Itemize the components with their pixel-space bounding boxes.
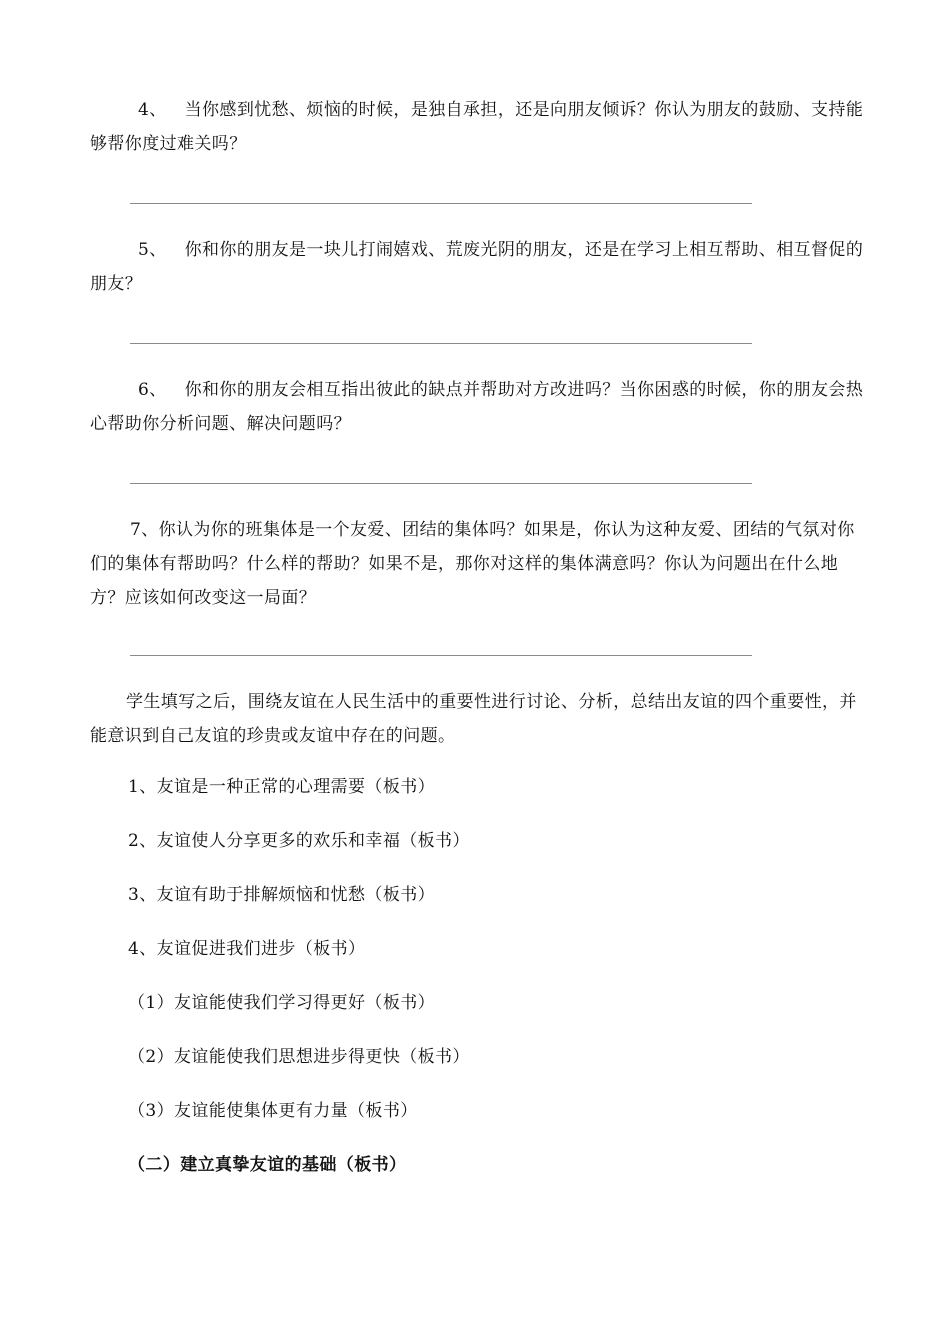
subpoint-1: （1）友谊能使我们学习得更好（板书） bbox=[128, 993, 436, 1013]
point-1: 1、友谊是一种正常的心理需要（板书） bbox=[128, 777, 436, 797]
question-text: 你和你的朋友会相互指出彼此的缺点并帮助对方改进吗？当你困惑的时候，你的朋友会热心帮助你分析问题、解决问题吗？ bbox=[90, 380, 864, 434]
question-number: 6、 bbox=[138, 380, 167, 400]
question-number: 4、 bbox=[138, 100, 167, 120]
question-text: 你和你的朋友是一块儿打闹嬉戏、荒废光阴的朋友，还是在学习上相互帮助、相互督促的朋友？ bbox=[90, 240, 864, 294]
answer-line bbox=[130, 203, 752, 204]
answer-line bbox=[130, 343, 752, 344]
subpoint-3: （3）友谊能使集体更有力量（板书） bbox=[128, 1101, 418, 1121]
point-4: 4、友谊促进我们进步（板书） bbox=[128, 939, 366, 959]
point-2: 2、友谊使人分享更多的欢乐和幸福（板书） bbox=[128, 831, 470, 851]
point-3: 3、友谊有助于排解烦恼和忧愁（板书） bbox=[128, 885, 436, 905]
question-number: 5、 bbox=[138, 240, 167, 260]
question-6 bbox=[90, 373, 870, 441]
answer-line bbox=[130, 655, 752, 656]
section-heading: （二）建立真挚友谊的基础（板书） bbox=[128, 1155, 407, 1175]
question-7 bbox=[90, 513, 870, 615]
question-text: 你认为你的班集体是一个友爱、团结的集体吗？如果是，你认为这种友爱、团结的气氛对你们的集体有帮助吗？什么样的帮助？如果不是，那你对这样的集体满意吗？你认为问题出在什么地方？应该如何改变这一局面？ bbox=[90, 520, 855, 608]
question-5 bbox=[90, 233, 870, 301]
subpoint-2: （2）友谊能使我们思想进步得更快（板书） bbox=[128, 1047, 470, 1067]
summary-paragraph: 学生填写之后，围绕友谊在人民生活中的重要性进行讨论、分析，总结出友谊的四个重要性，并能意识到自己友谊的珍贵或友谊中存在的问题。 bbox=[90, 692, 857, 746]
question-number: 7、 bbox=[130, 520, 159, 540]
answer-line bbox=[130, 483, 752, 484]
question-text: 当你感到忧愁、烦恼的时候，是独自承担，还是向朋友倾诉？你认为朋友的鼓励、支持能够帮你度过难关吗？ bbox=[90, 100, 864, 154]
question-4 bbox=[90, 93, 870, 161]
